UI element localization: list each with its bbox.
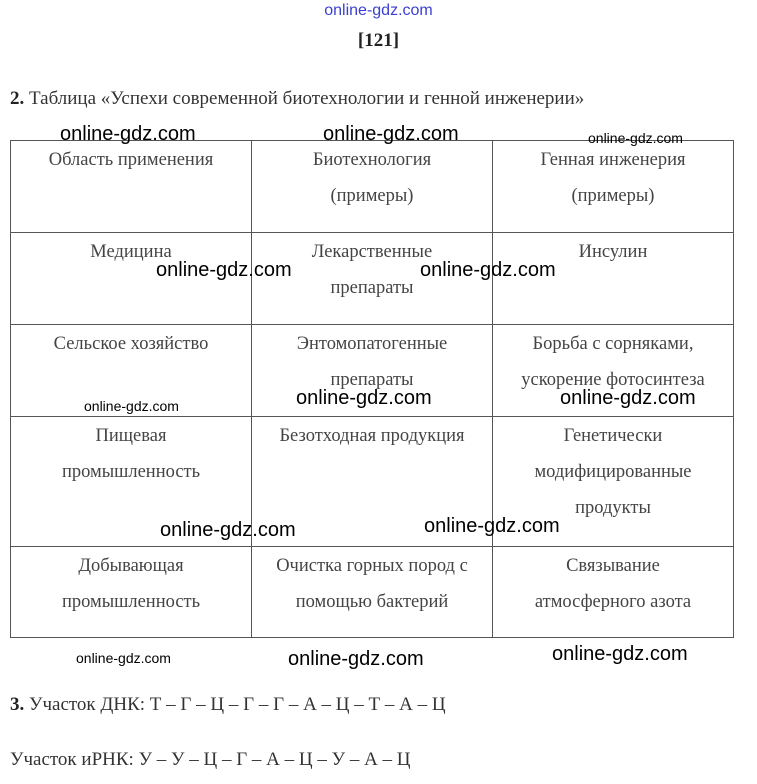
watermark: online-gdz.com: [552, 643, 688, 665]
watermark: online-gdz.com: [560, 387, 696, 409]
table-row: [11, 417, 734, 547]
watermark: online-gdz.com: [84, 398, 179, 414]
task-2-title: Таблица «Успехи современной биотехнологии и генной инженерии»: [29, 88, 585, 109]
table-cell: Генетически модифицированные продукты: [493, 417, 734, 547]
table-cell: Энтомопатогенные препараты: [252, 325, 493, 417]
task-2-number: 2.: [10, 88, 25, 109]
table-cell: Лекарственные препараты: [252, 233, 493, 325]
task-2-heading: [10, 88, 584, 110]
table-cell: Борьба с сорняками, ускорение фотосинтеза: [493, 325, 734, 417]
page-number: [121]: [357, 30, 400, 51]
table-cell: Сельское хозяйство: [11, 325, 252, 417]
watermark: online-gdz.com: [323, 123, 459, 145]
table-header-row: [11, 141, 734, 233]
table-cell: Безотходная продукция: [252, 417, 493, 547]
watermark: online-gdz.com: [420, 259, 556, 281]
watermark: online-gdz.com: [160, 519, 296, 541]
watermark: online-gdz.com: [60, 123, 196, 145]
table-cell: Медицина: [11, 233, 252, 325]
table-cell: Пищевая промышленность: [11, 417, 252, 547]
table-cell: Очистка горных пород с помощью бактерий: [252, 547, 493, 638]
header-cell-area: Область применения: [11, 141, 252, 233]
table-row: [11, 233, 734, 325]
header-cell-biotech: Биотехнология (примеры): [252, 141, 493, 233]
watermark: online-gdz.com: [588, 130, 683, 146]
mrna-sequence: Участок иРНК: У – У – Ц – Г – А – Ц – У – А – Ц: [10, 749, 411, 770]
table-row: [11, 547, 734, 638]
watermark: online-gdz.com: [76, 650, 171, 666]
watermark: online-gdz.com: [288, 648, 424, 670]
site-header-link[interactable]: online-gdz.com: [324, 2, 433, 19]
table-cell: Связывание атмосферного азота: [493, 547, 734, 638]
table-cell: Добывающая промышленность: [11, 547, 252, 638]
watermark: online-gdz.com: [156, 259, 292, 281]
task-3-dna: [10, 694, 446, 716]
header-cell-genetic: Генная инженерия (примеры): [493, 141, 734, 233]
table-cell: Инсулин: [493, 233, 734, 325]
dna-sequence: Участок ДНК: Т – Г – Ц – Г – Г – А – Ц – Т – А – Ц: [29, 694, 446, 715]
watermark: online-gdz.com: [296, 387, 432, 409]
task-3-number: 3.: [10, 694, 25, 715]
watermark: online-gdz.com: [424, 515, 560, 537]
